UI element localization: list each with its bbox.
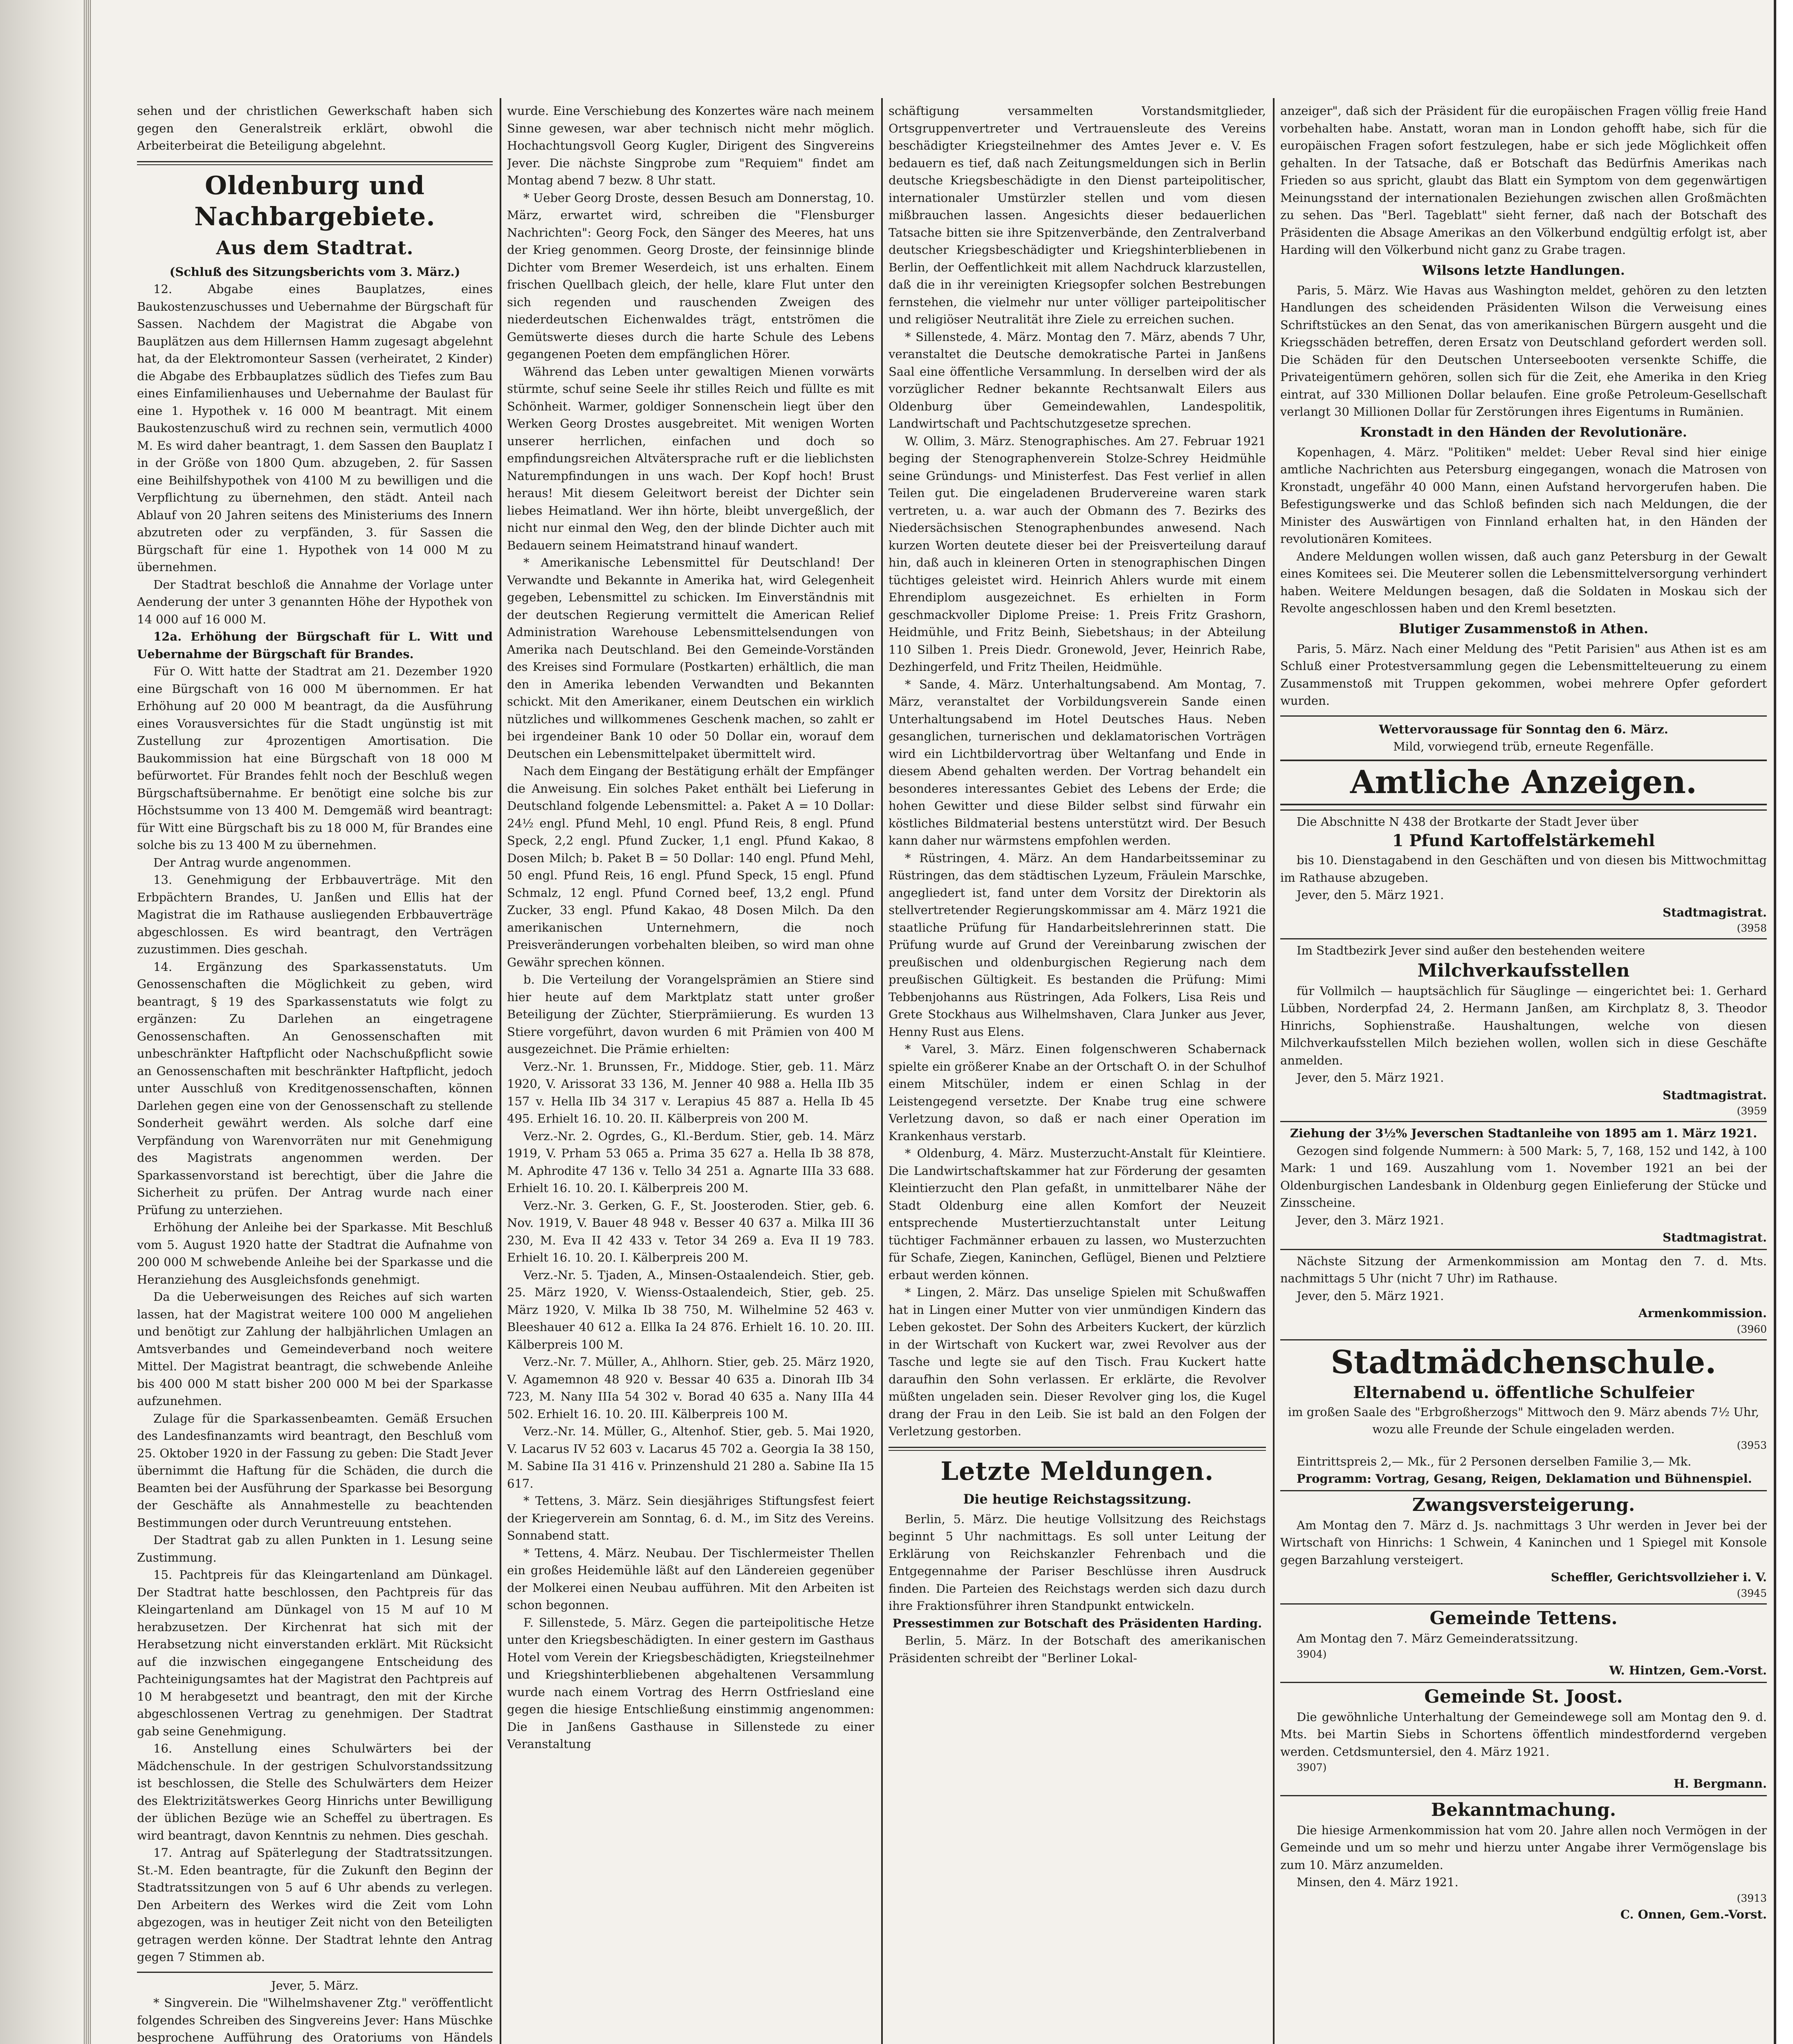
article-paragraph: Verz.-Nr. 7. Müller, A., Ahlhorn. Stier, geb. 25. März 1920, V. Agamemnon 48 920 v. Bessar 40 635 a. Dinorah IIb 34 723, M. Nany IIIa 54 302 v. Borad 40 635 a. Nany IIIa 44 502. Erhielt 16. 10. 20. III. Kälberpreis 100 M. xyxy=(507,1355,874,1421)
last-news-title: Letzte Meldungen. xyxy=(940,1456,1214,1486)
notice-date: Jever, den 3. März 1921. xyxy=(1297,1213,1444,1227)
article-paragraph: 17. Antrag auf Späterlegung der Stadtratssitzungen. St.-M. Eden beantragte, für die Zukunft den Beginn der Stadtratssitzungen von 5 auf 6 Uhr abends zu verlegen. Den Arbeitern des Werkes wird die Zeit vom Lohn abgezogen, was in heutiger Zeit nicht von den Beteiligten getragen werden könne. Der Stadtrat lehnte den Antrag gegen 7 Stimmen ab. xyxy=(137,1846,493,1964)
official-notices-title: Amtliche Anzeigen. xyxy=(1350,763,1697,801)
notice-bond-draw xyxy=(1280,1121,1767,1249)
notice-body: für Vollmilch — hauptsächlich für Säuglinge — eingerichtet bei: 1. Gerhard Lübben, Norderpfad 24, 2. Hermann Janßen, am Kirchplatz 8, 3. Theodor Hinrichs, Sophienstraße. Haushaltungen, welche von diesen Milchverkaufsstellen Milch beziehen wollen, wollen sich in diese Geschäfte anmelden. xyxy=(1280,984,1767,1067)
notice-signature: Stadtmagistrat. xyxy=(1663,1230,1767,1244)
notice-code: 3904) xyxy=(1297,1648,1327,1660)
notice-signature: W. Hintzen, Gem.-Vorst. xyxy=(1609,1663,1767,1677)
notice-headline: Milchverkaufsstellen xyxy=(1417,960,1630,981)
section-divider xyxy=(137,161,493,165)
article-paragraph: * Ueber Georg Droste, dessen Besuch am Donnerstag, 10. März, erwartet wird, schreiben die "Flensburger Nachrichten": Georg Fock, den Sänger des Meeres, hat uns der Krieg genommen. Georg Droste, der feinsinnige blinde Dichter vom Bremer Weserdeich, ist uns erhalten. Einem frischen Quellbach gleich, der helle, klare Flut unter den sich regenden und rauschenden Zweigen des niederdeutschen Eichenwaldes trägt, entströmen die Gemütswerte dieses durch die harte Schule des Lebens gegangenen Poeten dem empfänglichen Hörer. xyxy=(507,191,874,361)
article-paragraph: F. Sillenstede, 5. März. Gegen die parteipolitische Hetze unter den Kriegsbeschädigten. In einer gestern im Gasthaus Hotel vom Verein der Kriegsbeschädigten, Kriegsteilnehmer und Kriegshinterbliebenen abgehaltenen Versammlung wurde nach einem Vortrag des Herrn Ostfriesland eine gegen die hiesige Entschließung einstimmig angenommen: Die in Janßens Gasthause in Sillenstede zu einer Veranstaltung xyxy=(507,1615,874,1751)
article-paragraph: Da die Ueberweisungen des Reiches auf sich warten lassen, hat der Magistrat weitere 100 000 M angeliehen und benötigt zur Zahlung der halbjährlichen Umlagen an Amtsverbandes und Gemeindeverband noch weitere Mittel. Der Magistrat beantragt, die schwebende Anleihe bis 400 000 M statt bisher 200 000 M bei der Sparkasse aufzunehmen. xyxy=(137,1290,493,1408)
notice-body: Am Montag den 7. März d. Js. nachmittags 3 Uhr werden in Jever bei der Wirtschaft von Hinrichs: 1 Schwein, 4 Kaninchen und 1 Spiegel mit Konsole gegen Barzahlung versteigert. xyxy=(1280,1518,1767,1567)
news-heading-wilson: Wilsons letzte Handlungen. xyxy=(1422,262,1625,278)
notice-body: Die gewöhnliche Unterhaltung der Gemeindewege soll am Montag den 9. d. Mts. bei Martin Siebs in Schortens öffentlich mindestfordernd vergeben werden. Cetdsmuntersiel, den 4. März 1921. xyxy=(1280,1710,1767,1759)
notice-body: bis 10. Dienstagabend in den Geschäften und von diesen bis Mittwochmittag im Rathause abzugeben. xyxy=(1280,853,1767,885)
notice-date: Jever, den 5. März 1921. xyxy=(1297,1289,1444,1303)
auction-title: Zwangsversteigerung. xyxy=(1412,1494,1635,1515)
notice-poor-commission xyxy=(1280,1249,1767,1339)
book-binding xyxy=(0,0,86,2044)
article-paragraph: Der Stadtrat beschloß die Annahme der Vorlage unter Aenderung der unter 3 genannten Höhe der Hypothek von 14 000 auf 16 000 M. xyxy=(137,577,493,626)
notice-signature: Stadtmagistrat. xyxy=(1663,1088,1767,1102)
notice-signature: C. Onnen, Gem.-Vorst. xyxy=(1620,1907,1767,1921)
article-paragraph: Erhöhung der Anleihe bei der Sparkasse. Mit Beschluß vom 5. August 1920 hatte der Stadtrat die Aufnahme von 200 000 M schwebende Anleihe bei der Sparkasse und die Heranziehung des Ausgleichsfonds genehmigt. xyxy=(137,1220,493,1286)
article-paragraph: * Tettens, 3. März. Sein diesjähriges Stiftungsfest feiert der Kriegerverein am Sonntag, 6. d. M., im Sitz des Vereins. Sonnabend statt. xyxy=(507,1494,874,1542)
school-title: Stadtmädchenschule. xyxy=(1331,1343,1717,1381)
weather-divider xyxy=(1280,715,1767,717)
article-paragraph: Verz.-Nr. 14. Müller, G., Altenhof. Stier, geb. 5. Mai 1920, V. Lacarus IV 52 603 v. Lacarus 45 702 a. Georgia Ia 38 150, M. Sabine IIa 31 416 v. Prinzenshuld 21 280 a. Sabine IIa 15 617. xyxy=(507,1424,874,1490)
school-body: im großen Saale des "Erbgroßherzogs" Mittwoch den 9. März abends 7½ Uhr, wozu alle Freunde der Schule eingeladen werden. xyxy=(1288,1405,1759,1436)
news-item: Paris, 5. März. Wie Havas aus Washington meldet, gehören zu den letzten Handlungen des scheidenden Präsidenten Wilson die Verweisung eines Schriftstückes an den Senat, das von amerikanischen Bürgern ausgeht und die Kriegsschäden betreffen, deren Ersatz von Deutschland gefordert werden soll. Die Schäden für den Deutschen Unterseebooten versenkte Schiffe, die Privateigentümern gehören, sollen sich für die Zeit, ehe Amerika in den Krieg eintrat, auf 330 Millionen Dollar belaufen. Eine große Petroleum-Gesellschaft verlangt 30 Millionen Dollar für Zerstörungen ihres Eigentums in Rumänien. xyxy=(1280,283,1767,419)
page-right-edge xyxy=(1774,0,1793,2044)
article-paragraph: Der Stadtrat gab zu allen Punkten in 1. Lesung seine Zustimmung. xyxy=(137,1533,493,1564)
article-paragraph: Nach dem Eingang der Bestätigung erhält der Empfänger die Anweisung. Ein solches Paket enthält bei Lieferung in Deutschland folgende Lebensmittel: a. Paket A = 10 Dollar: 24½ engl. Pfund Mehl, 10 engl. Pfund Reis, 8 engl. Pfund Speck, 2,2 engl. Pfund Zucker, 1,1 engl. Pfund Kakao, 8 Dosen Milch; b. Paket B = 50 Dollar: 140 engl. Pfund Mehl, 50 engl. Pfund Reis, 16 engl. Pfund Speck, 15 engl. Pfund Schmalz, 12 engl. Pfund Corned beef, 13,2 engl. Pfund Zucker, 33 engl. Pfund Kakao, 48 Dosen Milch. Da den amerikanischen Unternehmern, die noch Preisveränderungen vorbehalten bleiben, so wird man ohne Gewähr sprechen können. xyxy=(507,764,874,969)
column-rule-3 xyxy=(1273,98,1275,2044)
school-program: Programm: Vortrag, Gesang, Reigen, Deklamation und Bühnenspiel. xyxy=(1297,1472,1752,1486)
weather-forecast: Mild, vorwiegend trüb, erneute Regenfälle. xyxy=(1393,740,1654,753)
notice-signature: H. Bergmann. xyxy=(1674,1777,1767,1791)
article-paragraph: Verz.-Nr. 3. Gerken, G. F., St. Joosteroden. Stier, geb. 6. Nov. 1919, V. Bauer 48 948 v. Besser 40 637 a. Milka III 36 230, M. Eva II 42 433 v. Tetor 34 269 a. Eva II 19 783. Erhielt 16. 10. 20. I. Kälberpreis 200 M. xyxy=(507,1198,874,1264)
news-heading: Pressestimmen zur Botschaft des Präsidenten Harding. xyxy=(892,1616,1262,1630)
article-paragraph: b. Die Verteilung der Vorangelsprämien an Stiere sind hier heute auf dem Marktplatz statt unter großer Beteiligung der Züchter, Stierprämiierung. Es wurden 13 Stiere vorgeführt, davon wurden 6 mit Prämien von 400 M ausgezeichnet. Die Prämie erhielten: xyxy=(507,973,874,1056)
notice-code: (3953 xyxy=(1737,1439,1767,1451)
weather-title: Wettervoraussage für Sonntag den 6. März. xyxy=(1379,722,1668,736)
notice-body: Die hiesige Armenkommission hat vom 20. Jahre allen noch Vermögen in der Gemeinde und um so mehr und hierzu unter Angabe ihrer Vermögenslage bis zum 10. März anzumelden. xyxy=(1280,1823,1767,1872)
article-paragraph: * Singverein. Die "Wilhelmshavener Ztg." veröffentlicht folgendes Schreiben des Singvereins Jever: Hans Müschke besprochene Aufführung des Oratoriums von Händels xyxy=(137,1996,493,2044)
intro-text: sehen und der christlichen Gewerkschaft haben sich gegen den Generalstreik erklärt, obwohl die Arbeiterbeirat die Beteiligung abgelehnt. xyxy=(137,104,493,152)
column-1 xyxy=(137,102,493,2044)
notice-starch xyxy=(1280,809,1767,939)
column-4 xyxy=(1280,102,1767,2044)
dateline-divider xyxy=(137,1972,493,1973)
announcement-title: Bekanntmachung. xyxy=(1431,1799,1616,1820)
notice-date: Minsen, den 4. März 1921. xyxy=(1297,1875,1459,1889)
notice-auction xyxy=(1280,1490,1767,1603)
subsection-note: (Schluß des Sitzungsberichts vom 3. März.) xyxy=(169,264,460,279)
notice-headline: 1 Pfund Kartoffelstärkemehl xyxy=(1392,831,1655,850)
subsection-title: Aus dem Stadtrat. xyxy=(216,236,414,259)
article-paragraph: Verz.-Nr. 1. Brunssen, Fr., Middoge. Stier, geb. 11. März 1920, V. Arissorat 33 136, M. Jenner 40 988 a. Hella IIb 35 157 v. Hella IIb 34 317 v. Lerapius 45 887 a. Hella Ib 45 495. Erhielt 16. 10. 20. II. Kälberpreis von 200 M. xyxy=(507,1059,874,1125)
section-title: Oldenburg und Nachbargebiete. xyxy=(194,170,435,231)
article-paragraph: 12. Abgabe eines Bauplatzes, eines Baukostenzuschusses und Uebernahme der Bürgschaft für Sassen. Nachdem der Magistrat die Abgabe von Bauplätzen aus dem Hillernsen Hamm zugesagt abgelehnt hat, da der Elektromonteur Sassen (verheiratet, 2 Kinder) die Abgabe des Erbbauplatzes südlich des Tiefes zum Bau eines Einfamilienhauses und Uebernahme der Baulast für eine 1. Hypothek v. 16 000 M beantragt. Mit einem Baukostenzuschuß wird zu rechnen sein, vermutlich 4000 M. Es wird daher beantragt, 1. dem Sassen den Bauplatz I in der Größe von 1800 Qum. abzugeben, 2. für Sassen eine Beihilfshypothek von 4100 M zu bewilligen und die Verpflichtung zu übernehmen, den städt. Anteil nach Ablauf von 20 Jahren seitens des Ministeriums des Innern abzutreten oder zu verpfänden, 3. für Sassen die Bürgschaft für eine 1. Hypothek von 14 000 M zu übernehmen. xyxy=(137,282,493,574)
article-paragraph: Zulage für die Sparkassenbeamten. Gemäß Ersuchen des Landesfinanzamts wird beantragt, den Beschluß vom 25. Oktober 1920 in der Fassung zu geben: Die Stadt Jever übernimmt die Haftung für die Schäden, die durch die Beamten bei der Ausführung der Sparkasse bei Besorgung der Geschäfte als Annahmestelle zu beachtenden Bestimmungen oder durch Veruntreuung entstehen. xyxy=(137,1411,493,1530)
news-heading-athens: Blutiger Zusammenstoß in Athen. xyxy=(1398,621,1649,637)
article-paragraph: W. Ollim, 3. März. Stenographisches. Am 27. Februar 1921 beging der Stenographenverein Stolze-Schrey Heidmühle seine Gründungs- und Ministerfest. Das Fest verlief in allen Teilen gut. Die eingeladenen Brudervereine waren stark vertreten, u. a. war auch der Obmann des 7. Bezirks des Niedersächsischen Stenographenbundes anwesend. Nach kurzen Worten deutete dieser bei der Preisverteilung darauf hin, daß auch in kleineren Orten in stenographischen Dingen tüchtiges geleistet wird. Heinrich Ahlers wurde mit einem Ehrendiplom ausgezeichnet. Es erhielten in Form geschmackvoller Diplome Preise: 1. Preis Fritz Grashorn, Heidmühle, und Fritz Beinh, Siebetshaus; in der Abteilung 110 Silben 1. Preis Diedr. Gronewold, Jever, Heinrich Rabe, Dezhingerfeld, und Fritz Theilen, Heidmühle. xyxy=(889,434,1266,674)
article-paragraph: wurde. Eine Verschiebung des Konzertes wäre nach meinem Sinne gewesen, war aber technisch nicht mehr möglich. Hochachtungsvoll Georg Kugler, Dirigent des Singvereins Jever. Die nächste Singprobe zum "Requiem" findet am Montag abend 7 bezw. 8 Uhr statt. xyxy=(507,104,874,187)
article-paragraph: 12a. Erhöhung der Bürgschaft für L. Witt und Uebernahme der Bürgschaft für Brandes. xyxy=(137,630,493,661)
article-paragraph: * Sande, 4. März. Unterhaltungsabend. Am Montag, 7. März, veranstaltet der Vorbildungsverein Sande einen Unterhaltungsabend im Hotel Deutsches Haus. Neben gesanglichen, turnerischen und deklamatorischen Vorträgen wird ein Lichtbildervortrag über Weltanfang und Ende in diesem Abend gehalten werden. Der Vortrag behandelt ein besonderes interessantes Gebiet des Lebens der Erde; die hohen Gewitter und diese Bilder selbst sind fürwahr ein köstliches Bildmaterial bestens unterstützt wird. Der Besuch kann daher nur wärmstens empfohlen werden. xyxy=(889,677,1266,847)
article-paragraph: * Lingen, 2. März. Das unselige Spielen mit Schußwaffen hat in Lingen einer Mutter von vier unmündigen Kindern das Leben gekostet. Der Sohn des Arbeiters Kuckert, der kürzlich in der Wirtschaft von Kuckert war, zwei Revolver aus der Tasche und legte sie auf den Tisch. Frau Kuckert hatte daraufhin den Sohn verlassen. Er erklärte, die Revolver müßten ungeladen sein. Dieser Revolver ging los, die Kugel drang der Frau in den Leib. Sie ist bald an den Folgen der Verletzung gestorben. xyxy=(889,1285,1266,1438)
school-entry: Eintrittspreis 2,— Mk., für 2 Personen derselben Familie 3,— Mk. xyxy=(1297,1454,1692,1468)
last-news-divider xyxy=(889,1447,1266,1451)
notice-signature: Scheffler, Gerichtsvollzieher i. V. xyxy=(1551,1570,1767,1584)
notice-lead: Die Abschnitte N 438 der Brotkarte der Stadt Jever über xyxy=(1297,814,1638,829)
article-paragraph: Für O. Witt hatte der Stadtrat am 21. Dezember 1920 eine Bürgschaft von 16 000 M übernommen. Er hat Erhöhung auf 20 000 M beantragt, da die Ausführung eines Vorausversichtes für die Stadt ungünstig ist mit Zustellung zur 4prozentigen Amortisation. Die Baukommission hat eine Bürgschaft von 18 000 M befürwortet. Für Brandes fehlt noch der Beschluß wegen Bürgschaftsübernahme. Er benötigt eine solche bis zur Höchstsumme von 13 400 M. Demgemäß wird beantragt: für Witt eine Bürgschaft bis zu 18 000 M, für Brandes eine solche bis zu 13 400 M zu übernehmen. xyxy=(137,664,493,852)
notice-lead: Im Stadtbezirk Jever sind außer den bestehenden weitere xyxy=(1297,944,1645,957)
article-paragraph: Während das Leben unter gewaltigen Mienen vorwärts stürmte, schuf seine Seele ihr stilles Reich und füllte es mit Schönheit. Warmer, goldiger Sonnenschein liegt über den Werken Georg Drostes ausgebreitet. Mit wenigen Worten unserer herrlichen, einfachen und doch so empfindungsreichen Altvätersprache ruft er die lieblichsten Naturempfindungen in uns wach. Der Kopf hoch! Brust heraus! Mit diesem Geleitwort bereist der Dichter sein liebes Heimatland. Wer ihn hörte, bleibt unvergeßlich, der nicht nur einmal den Weg, den der blinde Dichter auch mit Bedauern seinem Heimatstrand hinauf wandert. xyxy=(507,364,874,552)
news-heading-kronstadt: Kronstadt in den Händen der Revolutionäre. xyxy=(1360,424,1687,440)
article-paragraph: schäftigung versammelten Vorstandsmitglieder, Ortsgruppenvertreter und Vertrauensleute des Vereins beschädigter Kriegsteilnehmer des Amtes Jever e. V. Es bedauern es tief, daß nach Zeitungsmeldungen sich in Berlin deutsche Kriegsbeschädigte in den Dienst parteipolitischer, internationaler Umstürzler stellen und vom diesen mißbrauchen lassen. Angesichts dieser bedauerlichen Tatsache bitten sie ihre Spitzenverbände, den Zentralverband deutscher Kriegsbeschädigter und Kriegshinterbliebenen in Berlin, der Oeffentlichkeit mit allem Nachdruck klarzustellen, daß die in ihr vereinigten Kriegsopfer solchen Bestrebungen fernstehen, die vielmehr nur unter völliger parteipolitischer und religiöser Neutralität ihre Ziele zu erreichen suchen. xyxy=(889,104,1266,326)
notice-code: (3913 xyxy=(1737,1892,1767,1904)
notice-code: (3945 xyxy=(1737,1587,1767,1599)
notice-body: Am Montag den 7. März Gemeinderatssitzung. xyxy=(1297,1631,1578,1645)
notice-headline: Ziehung der 3½% Jeverschen Stadtanleihe von 1895 am 1. März 1921. xyxy=(1290,1126,1757,1140)
notice-tettens xyxy=(1280,1603,1767,1682)
notice-body: Nächste Sitzung der Armenkommission am Montag den 7. d. Mts. nachmittags 5 Uhr (nicht 7 Uhr) im Rathause. xyxy=(1280,1254,1767,1285)
notice-code: (3959 xyxy=(1737,1105,1767,1117)
notice-signature: Armenkommission. xyxy=(1638,1306,1767,1320)
column-rule-1 xyxy=(500,98,501,2044)
page-stack-edge xyxy=(84,0,91,2044)
notice-code: (3960 xyxy=(1737,1323,1767,1335)
column-rule-2 xyxy=(881,98,883,2044)
article-paragraph: * Sillenstede, 4. März. Montag den 7. März, abends 7 Uhr, veranstaltet die Deutsche demokratische Partei in Janßens Saal eine öffentliche Versammlung. In derselben wird der als vorzüglicher Redner bekannte Rechtsanwalt Eilers aus Oldenburg über Gemeindewahlen, Landespolitik, Landwirtschaft und Pachtschutzgesetze sprechen. xyxy=(889,329,1266,430)
notice-announcement xyxy=(1280,1795,1767,1926)
notice-code: (3958 xyxy=(1737,922,1767,934)
article-paragraph: anzeiger", daß sich der Präsident für die europäischen Fragen völlig freie Hand vorbehalten habe. Anstatt, woran man in London gehofft habe, sich für die europäischen Fragen sofort festzulegen, habe er sich jede Möglichkeit offen gehalten. In der Tatsache, daß er Botschaft das Bedürfnis Amerikas nach Frieden so aus spricht, glaubt das Blatt ein Symptom von dem gegenwärtigen Meinungsstand der internationalen Beziehungen zwischen allen Großmächten zu sehen. Das "Berl. Tageblatt" sieht ferner, daß nach der Botschaft des Präsidenten die Absage Amerikas an den Völkerbund endgültig erfolgt ist, aber Harding will den Völkerbund nicht ganz zu Grabe tragen. xyxy=(1280,104,1767,257)
article-paragraph: Der Antrag wurde angenommen. xyxy=(153,855,351,870)
last-news-subtitle: Die heutige Reichstagssitzung. xyxy=(963,1491,1192,1507)
article-paragraph: * Varel, 3. März. Einen folgenschweren Schabernack spielte ein größerer Knabe an der Ortschaft O. in der Schulhof einem Mitschüler, indem er einen Schlag in der Leistengegend versetzte. Der Knabe trug eine schwere Verletzung davon, so daß er nach einer Operation im Krankenhaus verstarb. xyxy=(889,1042,1266,1143)
article-paragraph: Verz.-Nr. 2. Ogrdes, G., Kl.-Berdum. Stier, geb. 14. März 1919, V. Prham 53 065 a. Prima 35 627 a. Hella Ib 38 878, M. Aphrodite 47 136 v. Tello 34 251 a. Agnarte IIIa 33 688. Erhielt 16. 10. 20. I. Kälberpreis 200 M. xyxy=(507,1129,874,1195)
article-paragraph: 15. Pachtpreis für das Kleingartenland am Dünkagel. Der Stadtrat hatte beschlossen, den Pachtpreis für das Kleingartenland am Dünkagel von 15 M auf 10 M herabzusetzen. Der Kirchenrat hat sich mit der Herabsetzung nicht einverstanden erklärt. Mit Rücksicht auf die inzwischen eingegangene Entscheidung des Pachteinigungsamtes hat der Magistrat den Pachtpreis auf 10 M herabgesetzt und beantragt, den mit der Kirche abgeschlossenen Vertrag zu genehmigen. Der Stadtrat gab seine Genehmigung. xyxy=(137,1568,493,1738)
news-item: Paris, 5. März. Nach einer Meldung des "Petit Parisien" aus Athen ist es am Schluß einer Protestversammlung gegen die Lebensmittelteuerung zu einem Zusammenstoß mit Truppen gekommen, wobei mehrere Opfer gefordert wurden. xyxy=(1280,641,1767,708)
news-item: Berlin, 5. März. Die heutige Vollsitzung des Reichstags beginnt 5 Uhr nachmittags. Es soll unter Leitung der Erklärung von Reichskanzler Fehrenbach und die Entgegennahme der Pariser Beschlüsse ihren Ausdruck finden. Die Parteien des Reichstags werden sich dazu durch ihre Fraktionsführer ihren Standpunkt entwickeln. xyxy=(889,1512,1266,1613)
article-paragraph: Verz.-Nr. 5. Tjaden, A., Minsen-Ostaalendeich. Stier, geb. 25. März 1920, V. Wienss-Ostaalendeich, Stier, geb. 25. März 1920, V. Milka Ib 38 750, M. Wilhelmine 52 463 v. Bleeshauer 40 612 a. Ellka Ia 24 876. Erhielt 16. 10. 20. III. Kälberpreis 100 M. xyxy=(507,1268,874,1351)
notice-milk xyxy=(1280,938,1767,1121)
article-paragraph: 14. Ergänzung des Sparkassenstatuts. Um Genossenschaften die Möglichkeit zu geben, wird beantragt, § 19 des Sparkassenstatuts wie folgt zu ergänzen: Zu Darlehen an eingetragene Genossenschaften. An Genossenschaften mit unbeschränkter Haftpflicht oder Nachschußpflicht sowie an Genossenschaften mit beschränkter Haftpflicht, jedoch unter Ausschluß von Kreditgenossenschaften, können Darlehen gegen eine von der Genossenschaft zu stellende Sonderheit gewährt werden. Als solche darf eine Verpfändung von Warenvorräten nur mit Genehmigung des Magistrats angenommen werden. Der Sparkassenvorstand ist berechtigt, über die Jahre die Sicherheit zu prüfen. Der Antrag wurde nach einer Prüfung zu unterziehen. xyxy=(137,959,493,1217)
notice-signature: Stadtmagistrat. xyxy=(1663,905,1767,919)
notice-date: Jever, den 5. März 1921. xyxy=(1297,888,1444,902)
news-item: Andere Meldungen wollen wissen, daß auch ganz Petersburg in der Gewalt eines Komitees sei. Die Meuterer sollen die Lebensmittelversorgung verhindert haben. Weitere Meldungen besagen, daß die Soldaten in Moskau sich der Revolte angeschlossen haben und den Kreml besetzten. xyxy=(1280,549,1767,615)
column-3 xyxy=(889,102,1266,2044)
notice-st-joost xyxy=(1280,1682,1767,1795)
tettens-title: Gemeinde Tettens. xyxy=(1429,1607,1618,1629)
article-paragraph: 16. Anstellung eines Schulwärters bei der Mädchenschule. In der gestrigen Schulvorstandssitzung ist beschlossen, die Stelle des Schulwärters dem Heizer des Elektrizitätswerkes Georg Hinrichs unter Bewilligung der üblichen Bezüge wie an Scheffel zu übertragen. Es wird beantragt, davon Kenntnis zu nehmen. Dies geschah. xyxy=(137,1741,493,1842)
notice-code: 3907) xyxy=(1297,1762,1327,1773)
notice-date: Jever, den 5. März 1921. xyxy=(1297,1071,1444,1085)
notice-body: Gezogen sind folgende Nummern: à 500 Mark: 5, 7, 168, 152 und 142, à 100 Mark: 1 und 169. Auszahlung vom 1. November 1921 an bei der Oldenburgischen Landesbank in Oldenburg gegen Einlieferung der Stücke und Zinsscheine. xyxy=(1280,1143,1767,1210)
dateline: Jever, 5. März. xyxy=(271,1978,359,1992)
joost-title: Gemeinde St. Joost. xyxy=(1424,1686,1623,1707)
official-notices-header xyxy=(1280,760,1767,805)
article-paragraph: * Tettens, 4. März. Neubau. Der Tischlermeister Thellen ein großes Heidemühle läßt auf den Ländereien gegenüber der Molkerei einen Neubau aufführen. Mit den Arbeiten ist schon begonnen. xyxy=(507,1546,874,1612)
school-subtitle: Elternabend u. öffentliche Schulfeier xyxy=(1353,1383,1694,1402)
news-item: Kopenhagen, 4. März. "Politiken" meldet: Ueber Reval sind hier einige amtliche Nachrichten aus Petersburg eingegangen, wonach die Matrosen von Kronstadt, ungefähr 40 000 Mann, einen Aufstand hervorgerufen haben. Die Befestigungswerke und das Schloß befinden sich nach Meldungen, die der Minister des Auswärtigen von Finnland erhalten hat, in den Händen der revolutionären Komitees. xyxy=(1280,445,1767,546)
column-2 xyxy=(507,102,874,2044)
article-paragraph: * Amerikanische Lebensmittel für Deutschland! Der Verwandte und Bekannte in Amerika hat, wird Gelegenheit gegeben, Lebensmittel zu schicken. Im Einverständnis mit der deutschen Regierung vermittelt die American Relief Administration Warehouse Lebensmittelsendungen von Amerika nach Deutschland. Bei den Gemeinde-Vorständen des Kreises sind Formulare (Postkarten) erhältlich, die man den in Amerika lebenden Verwandten und Bekannten schickt. Mit den Amerikaner, einem Deutschen ein wirklich nützliches und willkommenes Geschenk machen, so zahlt er bei irgendeiner Bank 10 oder 50 Dollar ein, worauf dem Deutschen ein Lebensmittelpaket übermittelt wird. xyxy=(507,556,874,761)
article-paragraph: 13. Genehmigung der Erbbauverträge. Mit den Erbpächtern Brandes, U. Janßen und Ellis hat der Magistrat die im Rathause ausliegenden Erbbauverträge abgeschlossen. Es wird beantragt, den Verträgen zuzustimmen. Dies geschah. xyxy=(137,873,493,956)
news-item: Berlin, 5. März. In der Botschaft des amerikanischen Präsidenten schreibt der "Berliner Lokal- xyxy=(889,1634,1266,1665)
notice-school xyxy=(1280,1339,1767,1490)
article-paragraph: * Rüstringen, 4. März. An dem Handarbeitsseminar zu Rüstringen, das dem städtischen Lyzeum, Fräulein Marschke, angegliedert ist, fand unter dem Vorsitz der Direktorin als stellvertretender Regierungskommissar am 4. März 1921 die staatliche Prüfung für Handarbeitslehrerinnen statt. Die Prüfung wurde auf Grund der Vereinbarung zwischen der preußischen und oldenburgischen Regierung nach dem preußischen Gültigkeit. Es bestanden die Prüfung: Mimi Tebbenjohanns aus Rüstringen, Ada Folkers, Lisa Reis und Grete Stockhaus aus Wilhelmshaven, Clara Junker aus Jever, Henny Rust aus Elens. xyxy=(889,851,1266,1039)
article-paragraph: * Oldenburg, 4. März. Musterzucht-Anstalt für Kleintiere. Die Landwirtschaftskammer hat zur Förderung der gesamten Kleintierzucht den Plan gefaßt, in unmittelbarer Nähe der Stadt Oldenburg eine allen Komfort der Neuzeit entsprechende Mustertierzuchtanstalt unter Leitung tüchtiger Fachmänner erbauen zu lassen, wo Musterzuchten für Schafe, Ziegen, Kaninchen, Geflügel, Bienen und Pelztiere erbaut werden können. xyxy=(889,1146,1266,1282)
